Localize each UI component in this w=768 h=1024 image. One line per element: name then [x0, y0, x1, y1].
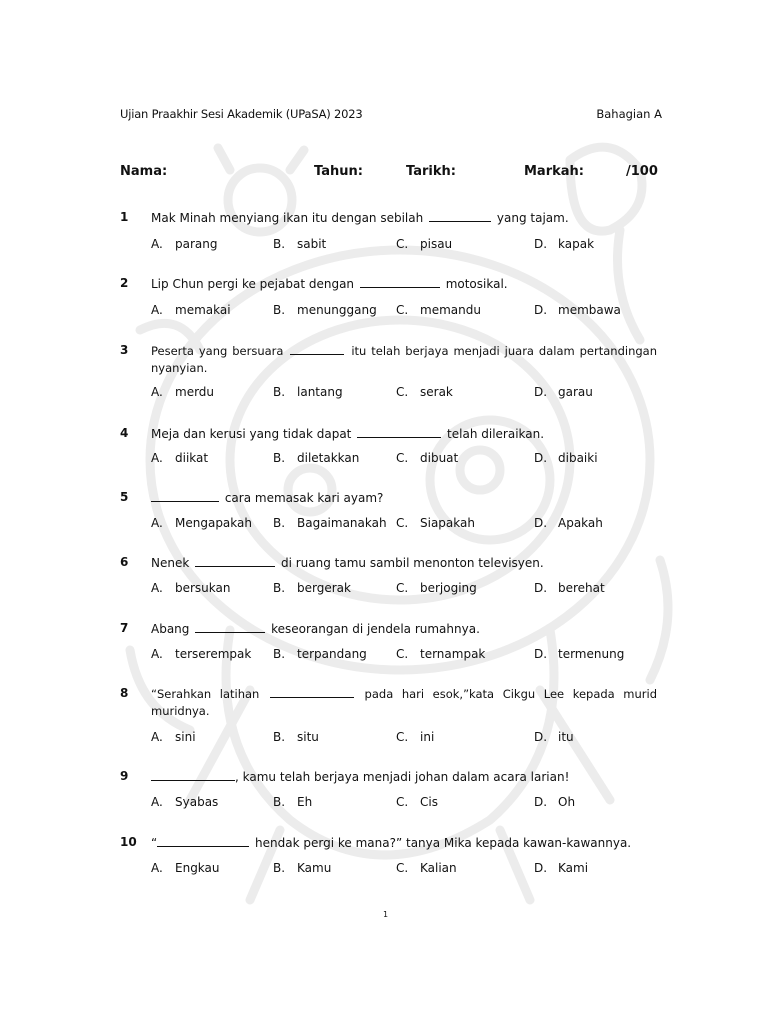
- option-c[interactable]: C. Cis: [396, 795, 438, 809]
- answer-blank: [270, 686, 354, 698]
- option-a[interactable]: A. Mengapakah: [151, 516, 252, 530]
- question-stem: Meja dan kerusi yang tidak dapat telah dileraikan.: [151, 427, 545, 441]
- question-number: 6: [120, 555, 129, 569]
- page-number: 1: [383, 910, 389, 919]
- option-b[interactable]: B. Eh: [273, 795, 313, 809]
- option-d[interactable]: D. Oh: [534, 795, 576, 809]
- option-d[interactable]: D. dibaiki: [534, 451, 598, 465]
- option-c[interactable]: C. serak: [396, 385, 453, 399]
- answer-blank: [357, 426, 441, 438]
- total-marks: /100: [626, 164, 658, 179]
- option-b[interactable]: B. sabit: [273, 237, 327, 251]
- option-a[interactable]: A. diikat: [151, 451, 209, 465]
- question-stem: Nenek di ruang tamu sambil menonton televisyen.: [151, 556, 544, 570]
- option-b[interactable]: B. lantang: [273, 385, 343, 399]
- answer-blank: [429, 210, 491, 222]
- question-number: 7: [120, 621, 129, 635]
- option-c[interactable]: C. memandu: [396, 303, 481, 317]
- question-number: 1: [120, 210, 129, 224]
- option-d[interactable]: D. termenung: [534, 647, 625, 661]
- question-number: 3: [120, 343, 129, 357]
- question-stem: Mak Minah menyiang ikan itu dengan sebilah yang tajam.: [151, 211, 569, 225]
- option-b[interactable]: B. Bagaimanakah: [273, 516, 387, 530]
- answer-blank: [195, 555, 275, 567]
- option-d[interactable]: D. berehat: [534, 581, 605, 595]
- option-b[interactable]: B. situ: [273, 730, 319, 744]
- option-c[interactable]: C. ini: [396, 730, 435, 744]
- exam-title: Ujian Praakhir Sesi Akademik (UPaSA) 2023: [120, 107, 363, 121]
- answer-blank: [290, 343, 344, 355]
- year-label: Tahun:: [314, 164, 363, 179]
- option-c[interactable]: C. Kalian: [396, 861, 457, 875]
- date-label: Tarikh:: [406, 164, 456, 179]
- question-number: 10: [120, 835, 137, 849]
- section-label: Bahagian A: [596, 107, 662, 121]
- option-d[interactable]: D. Kami: [534, 861, 589, 875]
- option-c[interactable]: C. berjoging: [396, 581, 477, 595]
- question-stem: cara memasak kari ayam?: [151, 490, 657, 507]
- option-b[interactable]: B. menunggang: [273, 303, 377, 317]
- option-a[interactable]: A. sini: [151, 730, 196, 744]
- option-a[interactable]: A. merdu: [151, 385, 215, 399]
- question-stem: Lip Chun pergi ke pejabat dengan motosikal.: [151, 277, 508, 291]
- question-stem: , kamu telah berjaya menjadi johan dalam acara larian!: [151, 769, 657, 786]
- option-c[interactable]: C. pisau: [396, 237, 453, 251]
- question-stem: Abang keseorangan di jendela rumahnya.: [151, 622, 480, 636]
- option-c[interactable]: C. ternampak: [396, 647, 486, 661]
- option-c[interactable]: C. dibuat: [396, 451, 459, 465]
- option-d[interactable]: D. membawa: [534, 303, 621, 317]
- option-a[interactable]: A. bersukan: [151, 581, 231, 595]
- option-a[interactable]: A. memakai: [151, 303, 231, 317]
- question-stem: “Serahkan latihan pada hari esok,”kata Cikgu Lee kepada murid muridnya.: [151, 687, 658, 718]
- option-d[interactable]: D. garau: [534, 385, 593, 399]
- question-stem: Peserta yang bersuara itu telah berjaya menjadi juara dalam pertandingan nyanyian.: [151, 344, 657, 375]
- question-number: 2: [120, 276, 129, 290]
- option-b[interactable]: B. Kamu: [273, 861, 332, 875]
- option-d[interactable]: D. kapak: [534, 237, 595, 251]
- option-d[interactable]: D. itu: [534, 730, 574, 744]
- option-d[interactable]: D. Apakah: [534, 516, 603, 530]
- answer-blank: [157, 835, 249, 847]
- question-number: 9: [120, 769, 129, 783]
- question-number: 4: [120, 426, 129, 440]
- option-a[interactable]: A. Engkau: [151, 861, 220, 875]
- option-b[interactable]: B. bergerak: [273, 581, 351, 595]
- question-number: 5: [120, 490, 129, 504]
- question-number: 8: [120, 686, 129, 700]
- answer-blank: [151, 769, 235, 781]
- option-a[interactable]: A. parang: [151, 237, 218, 251]
- option-a[interactable]: A. Syabas: [151, 795, 219, 809]
- answer-blank: [195, 621, 265, 633]
- marks-label: Markah:: [524, 164, 584, 179]
- option-a[interactable]: A. terserempak: [151, 647, 252, 661]
- question-stem: “ hendak pergi ke mana?” tanya Mika kepada kawan-kawannya.: [151, 836, 632, 850]
- option-c[interactable]: C. Siapakah: [396, 516, 475, 530]
- name-label: Nama:: [120, 164, 168, 179]
- option-b[interactable]: B. diletakkan: [273, 451, 360, 465]
- option-b[interactable]: B. terpandang: [273, 647, 367, 661]
- answer-blank: [360, 276, 440, 288]
- answer-blank: [151, 490, 219, 502]
